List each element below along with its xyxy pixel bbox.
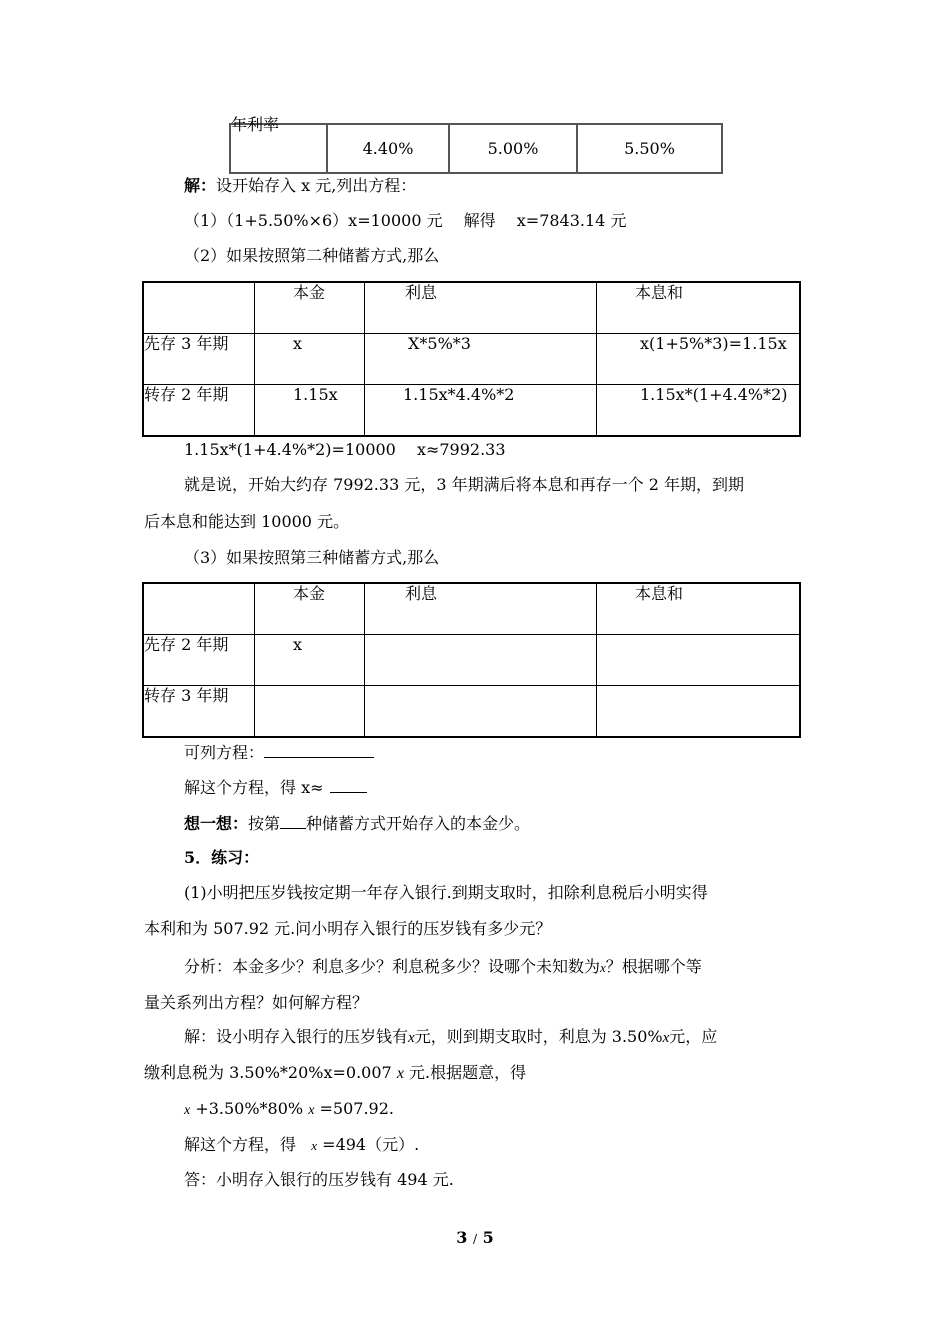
fill-equation: 可列方程： bbox=[184, 741, 374, 763]
conclusion-line2: 后本息和能达到 10000 元。 bbox=[144, 512, 350, 531]
table-cell: 先存 3 年期 bbox=[143, 334, 255, 385]
rate-label: 年利率 bbox=[230, 124, 327, 173]
table-cell bbox=[597, 686, 800, 738]
table-row bbox=[143, 686, 800, 738]
table-row bbox=[143, 583, 800, 635]
rate-value: 5.50% bbox=[577, 124, 722, 173]
table-cell: 本金 bbox=[255, 583, 365, 635]
table-cell: 1.15x bbox=[255, 385, 365, 437]
answer-blank[interactable] bbox=[330, 776, 367, 793]
table-cell: x(1+5%*3)=1.15x bbox=[597, 334, 800, 385]
question-line2: 本利和为 507.92 元.问小明存入银行的压岁钱有多少元？ bbox=[144, 919, 552, 938]
rate-table bbox=[229, 115, 723, 174]
table-row bbox=[230, 124, 722, 173]
table-cell bbox=[143, 583, 255, 635]
solution-line1: （1）（1+5.50%×6）x=10000 元 解得 x=7843.14 元 bbox=[184, 211, 627, 230]
fill-solution: 解这个方程，得 x≈ bbox=[184, 776, 367, 798]
rate-value: 4.40% bbox=[327, 124, 449, 173]
question-line1: (1)小明把压岁钱按定期一年存入银行.到期支取时，扣除利息税后小明实得 bbox=[184, 883, 708, 902]
table-cell: x bbox=[255, 334, 365, 385]
solution-intro: 解：设开始存入 x 元,列出方程： bbox=[184, 176, 417, 195]
table-cell: 1.15x*4.4%*2 bbox=[365, 385, 597, 437]
table-cell bbox=[365, 635, 597, 686]
table-cell: 转存 3 年期 bbox=[143, 686, 255, 738]
table-cell: 1.15x*(1+4.4%*2) bbox=[597, 385, 800, 437]
table-cell bbox=[255, 686, 365, 738]
table-cell: X*5%*3 bbox=[365, 334, 597, 385]
solution-p-line2: 缴利息税为 3.50%*20%x=0.007 x 元.根据题意，得 bbox=[144, 1063, 527, 1082]
table-row bbox=[143, 385, 800, 437]
storage-table-2 bbox=[142, 281, 801, 437]
analysis-line2: 量关系列出方程？如何解方程？ bbox=[144, 993, 369, 1012]
table-row bbox=[143, 334, 800, 385]
solution-line3: （3）如果按照第三种储蓄方式,那么 bbox=[184, 548, 440, 567]
answer-blank[interactable] bbox=[264, 741, 374, 758]
table-cell bbox=[365, 686, 597, 738]
equation-2: 1.15x*(1+4.4%*2)=10000 x≈7992.33 bbox=[184, 440, 506, 459]
storage-table-3 bbox=[142, 582, 801, 738]
table-cell: 本息和 bbox=[597, 282, 800, 334]
analysis-line1: 分析：本金多少？利息多少？利息税多少？设哪个未知数为x？根据哪个等 bbox=[184, 957, 702, 976]
table-cell: 本金 bbox=[255, 282, 365, 334]
practice-heading: 5．练习： bbox=[184, 848, 260, 867]
table-cell: 利息 bbox=[365, 282, 597, 334]
answer-blank[interactable] bbox=[280, 812, 306, 829]
page-number: 3 / 5 bbox=[456, 1228, 494, 1247]
table-cell bbox=[597, 635, 800, 686]
answer-line: 答：小明存入银行的压岁钱有 494 元. bbox=[184, 1170, 454, 1189]
think-line: 想一想：按第 种储蓄方式开始存入的本金少。 bbox=[184, 814, 531, 833]
table-cell bbox=[143, 282, 255, 334]
solution-result: 解这个方程，得 x =494（元）. bbox=[184, 1135, 420, 1154]
rate-value: 5.00% bbox=[449, 124, 577, 173]
table-cell: 先存 2 年期 bbox=[143, 635, 255, 686]
table-cell: 转存 2 年期 bbox=[143, 385, 255, 437]
table-cell: 本息和 bbox=[597, 583, 800, 635]
table-cell: x bbox=[255, 635, 365, 686]
table-row bbox=[143, 282, 800, 334]
solution-line2: （2）如果按照第二种储蓄方式,那么 bbox=[184, 246, 440, 265]
table-row bbox=[143, 635, 800, 686]
table-cell: 利息 bbox=[365, 583, 597, 635]
conclusion-line1: 就是说，开始大约存 7992.33 元，3 年期满后将本息和再存一个 2 年期，到期 bbox=[184, 475, 744, 494]
solution-p-line1: 解：设小明存入银行的压岁钱有x元，则到期支取时，利息为 3.50%x元，应 bbox=[184, 1027, 718, 1046]
solution-equation: x +3.50%*80% x =507.92. bbox=[184, 1099, 394, 1118]
